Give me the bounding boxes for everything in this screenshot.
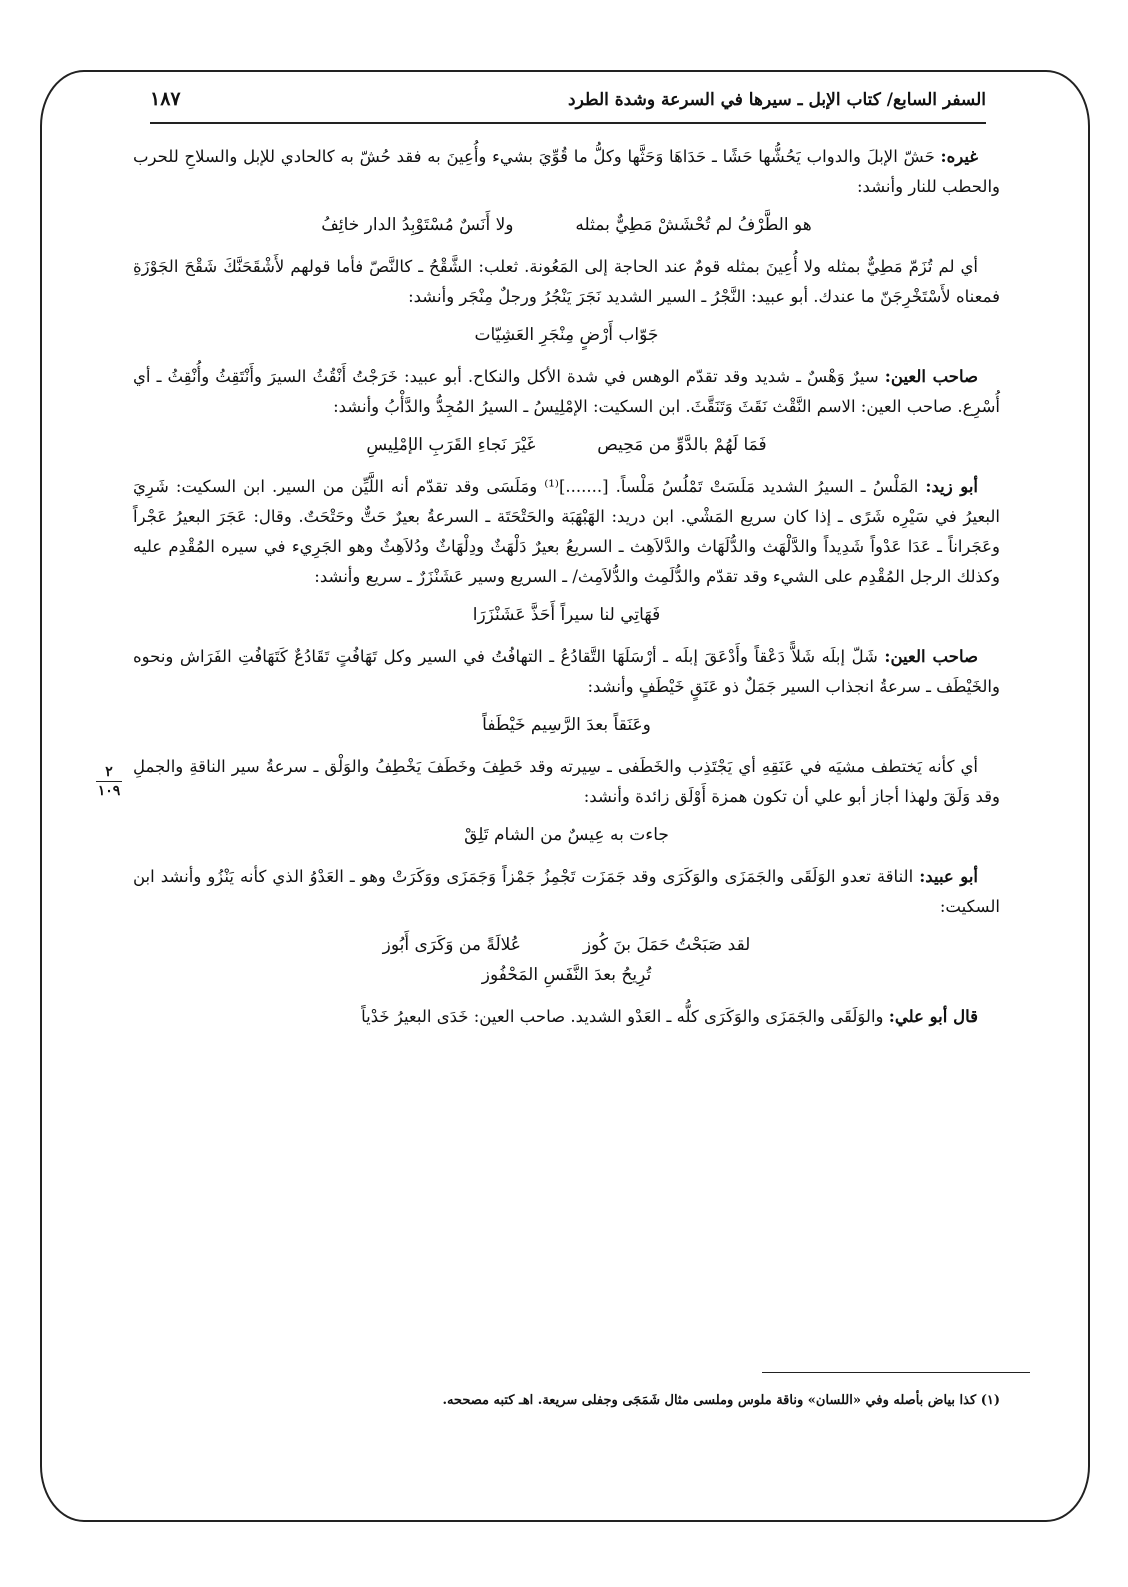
paragraph — [133, 252, 1000, 312]
speaker-label: غيره: — [940, 147, 978, 166]
verse-line — [133, 320, 1000, 350]
margin-ref-top: ٢ — [105, 764, 113, 780]
paragraph-text: أي كأنه يَختطف مشيَه في عَنَقِهِ أي يَجْتَذِب والخَطَفى ـ سِيرته وقد خَطِفَ وخَطَفَ يَخْطِفُ والوَلْق ـ سرعةُ سير الناقةِ والجملِ وقد وَلَقَ ولهذا أجاز أبو علي أن تكون همزة أَوْلَق زائدة وأنشد: — [133, 757, 1000, 806]
paragraph-text: والوَلَقَى والجَمَزَى والوَكَرَى كلُّه ـ العَدْو الشديد. صاحب العين: خَدَى البعيرُ خَدْياً — [361, 1007, 889, 1026]
paragraph-text: سيرٌ وَهْسٌ ـ شديد وقد تقدّم الوهس في شدة الأكل والنكاح. أبو عبيد: خَرَجْتُ أَنْقُثُ السيرَ وأَنْتَقِثُ وأُنْقِثُ ـ أي أُسْرِع. صاحب العين: الاسم النَّقْث نَقَثَ وَتَنَقَّثَ. ابن السكيت: الإمْلِيسُ ـ السيرُ المُجِدُّ والدَّأْبُ وأنشد: — [133, 367, 1000, 416]
verse-hemistich: هو الطَّرْفُ لم تُحْشَشْ مَطِيٌّ بمثله — [575, 215, 812, 235]
verse-couplet — [133, 930, 1000, 990]
verse-line — [133, 960, 1000, 990]
margin-ref-bar — [96, 781, 122, 782]
verse-hemistich: جَوّاب أَرْضٍ مِنْجَرِ العَشِيّات — [474, 325, 659, 345]
verse-line — [133, 710, 1000, 740]
paragraph — [133, 142, 1000, 202]
speaker-label: صاحب العين: — [884, 647, 978, 666]
paragraph — [133, 642, 1000, 702]
paragraph-text: شَلّ إبلَه شَلاًّ دَعْقاً وأَدْعَقَ إبلَه ـ أرْسَلَهَا التَّقادُعُ ـ التهافُتُ في السير وكل تَهَافُتٍ تَقَادُعٌ كَتَهَافُتِ الفَرَاش ونحوه والخَيْطَف ـ سرعةُ انجذاب السير جَمَلٌ ذو عَنَقٍ خَيْطَفٍ وأنشد: — [133, 647, 1000, 696]
paragraph — [133, 472, 1000, 592]
verse-hemistich: جاءت به عِيسٌ من الشام تَلِقْ — [464, 825, 669, 845]
paragraph — [133, 362, 1000, 422]
verse-line — [133, 820, 1000, 850]
verse-hemistich: فَمَا لَهُمْ بالدَّوِّ من مَحِيص — [597, 435, 767, 455]
speaker-label: قال أبو علي: — [888, 1007, 978, 1026]
verse-line — [133, 430, 1000, 460]
verse-line — [133, 600, 1000, 630]
margin-page-reference — [92, 764, 126, 799]
verse-hemistich: عُلالَةً من وَكَرَى أَبُوز — [382, 935, 521, 955]
verse-hemistich: فَهَاتِي لنا سيراً أَحَذَّ عَشَنْزَرَا — [472, 605, 661, 625]
running-header — [150, 88, 986, 122]
footnote: (١) كذا بياض بأصله وفي «اللسان» وناقة ملوس وملسى مثال شَمَجَى وجفلى سريعة. اهـ كتبه مصححه. — [442, 1393, 1000, 1408]
verse-line — [133, 930, 1000, 960]
header-title: السفر السابع/ كتاب الإبل ـ سيرها في السرعة وشدة الطرد — [568, 90, 986, 110]
page-number: ١٨٧ — [150, 88, 181, 110]
paragraph — [133, 1002, 1000, 1032]
paragraph-text: الناقة تعدو الوَلَقَى والجَمَزَى والوَكَرَى وقد جَمَزَت تَجْمِزُ جَمْزاً وَجَمَزَى ووَكَرَتْ وهو ـ العَدْوُ الذي كأنه يَنْزُو وأنشد ابن السكيت: — [133, 867, 1000, 916]
verse-hemistich: تُرِيحُ بعدَ النَّفَسِ المَحْفُوز — [481, 965, 652, 985]
verse-hemistich: غَيْرَ نَجاءِ القَرَبِ الإمْلِيسِ — [366, 435, 536, 455]
main-text — [133, 142, 1000, 1040]
paragraph-text: أي لم تُزَمّ مَطِيٌّ بمثله ولا أُعِينَ بمثله قومٌ عند الحاجة إلى المَعُونة. ثعلب: الشَّقْحُ ـ كالنَّصّ فأما قولهم لأَشْقَحَنَّكَ شَقْحَ الجَوْزَةِ فمعناه لأَسْتَخْرِجَنّ ما عندك. أبو عبيد: النَّجْرُ ـ السير الشديد نَجَرَ يَنْجُرُ ورجلٌ مِنْجَر وأنشد: — [133, 257, 1000, 306]
footnote-divider — [762, 1372, 1030, 1373]
paragraph-text: المَلْسُ ـ السيرُ الشديد مَلَسَتْ تَمْلُسُ مَلْساً. [.......]⁽¹⁾ ومَلَسَى وقد تقدّم أنه اللَّيِّن من السير. ابن السكيت: شَرِيَ البعيرُ في سَيْرِه شَرًى ـ إذا كان سريع المَشْي. ابن دريد: الهَبْهَبَة والحَتْحَتَة ـ السرعةُ بعيرٌ حَتٌّ وحَتْحَتٌ. وقال: عَجَرَ البعيرُ عَجْراً وعَجَراناً ـ عَدَا عَدْواً شَدِيداً والدَّلْهَث والدُّلَهَاث والدَّلاَهِث ـ السريعُ بعيرٌ دَلْهَثٌ ودِلْهَاثٌ ودُلاَهِثٌ وهو الجَرِيء في سيره المُقْدِم عليه وكذلك الرجل المُقْدِم على الشيء وقد تقدّم والدُّلَمِث والدُّلاَمِث/ ـ السريع وسير عَشَنْزَرٌ ـ سريع وأنشد: — [133, 477, 1000, 586]
verse-hemistich: لقد صَبَحْتُ حَمَلَ بنَ كُوز — [582, 935, 751, 955]
speaker-label: أبو زيد: — [925, 477, 979, 496]
paragraph-text: حَشّ الإبلَ والدواب يَحُشُّها حَشًا ـ حَدَاهَا وَحَثَّها وكلُّ ما قُوِّيَ بشيء وأُعِينَ به فقد حُشّ به كالحادي للإبل والسلاحِ للحرب والحطب للنار وأنشد: — [133, 147, 1000, 196]
header-divider — [150, 122, 986, 124]
verse-hemistich: ولا أَنَسٌ مُسْتَوْبِدُ الدار خائِفُ — [321, 215, 514, 235]
margin-ref-bottom: ١٠٩ — [97, 783, 121, 799]
verse-line — [133, 210, 1000, 240]
speaker-label: صاحب العين: — [884, 367, 979, 386]
paragraph — [133, 862, 1000, 922]
speaker-label: أبو عبيد: — [919, 867, 979, 886]
paragraph — [133, 752, 1000, 812]
verse-hemistich: وعَنَقاً بعدَ الرَّسِيم خَيْطَفاً — [482, 715, 651, 735]
